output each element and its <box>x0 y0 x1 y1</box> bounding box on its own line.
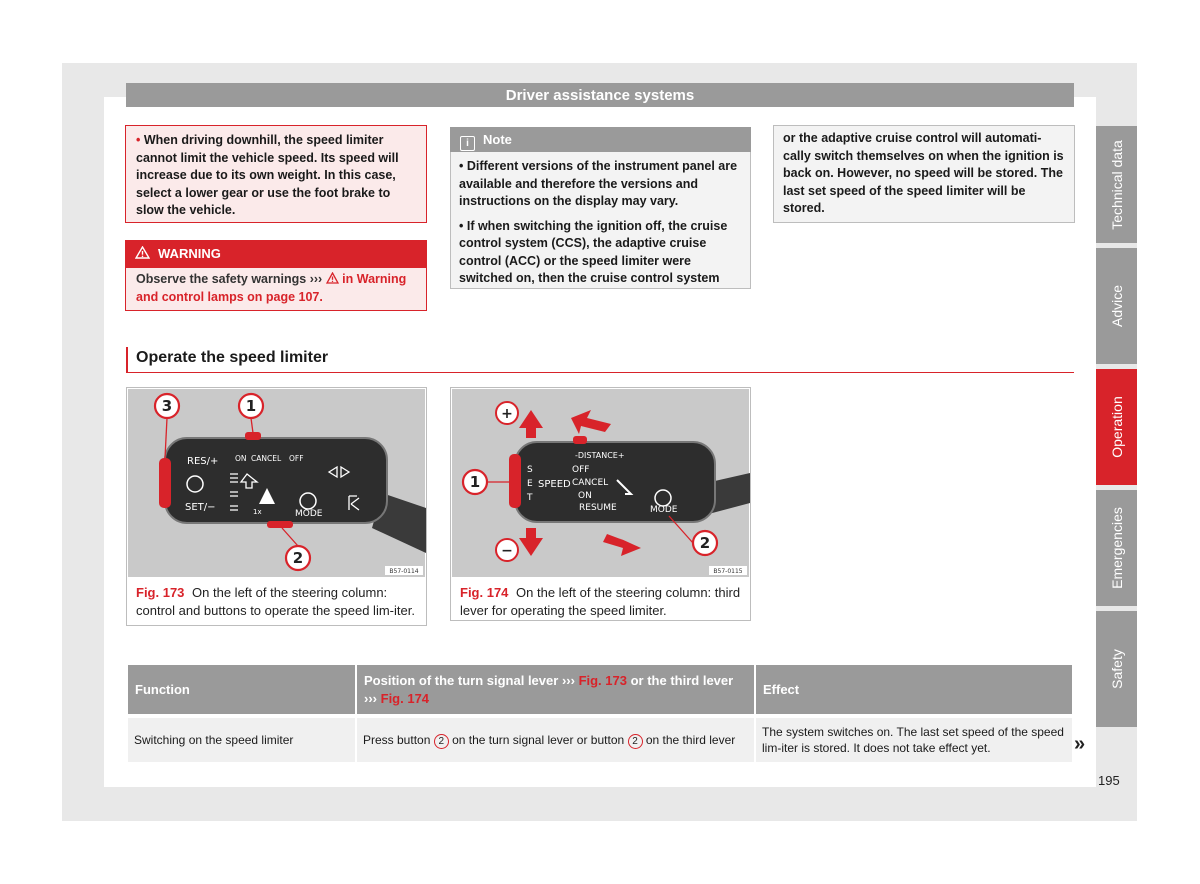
lever-button-1 <box>245 432 261 440</box>
header-arrow: ››› <box>364 690 377 706</box>
figure-caption <box>127 578 426 625</box>
caution-text: When driving downhill, the speed limiter cannot limit the vehicle speed. Its speed will increase due to its own weight. In this case, select a lower gear or use the foot brake to slow the vehicle. <box>136 133 399 217</box>
lever-button-3 <box>159 458 171 508</box>
label-t: T <box>527 493 533 503</box>
tab-label: Safety <box>1108 649 1125 689</box>
image-code: B57-0115 <box>713 568 743 575</box>
figure-caption-text: On the left of the steering column: third lever for operating the speed limiter. <box>460 585 741 618</box>
figure-caption <box>451 578 750 625</box>
plus-label: + <box>501 406 513 422</box>
warning-link[interactable]: in Warning and control lamps on page 107. <box>136 272 407 304</box>
label-on: ON <box>578 491 592 501</box>
note-body <box>450 152 751 289</box>
warning-header <box>125 240 427 268</box>
label-set: SET/− <box>185 502 216 513</box>
column-header-effect: Effect <box>756 665 1072 714</box>
label-off: OFF <box>572 465 590 475</box>
figure-173-illustration <box>127 388 426 578</box>
link-arrow: ››› <box>309 272 323 286</box>
tab-safety[interactable] <box>1096 611 1137 727</box>
tab-technical-data[interactable] <box>1096 126 1137 243</box>
callout-2-label: 2 <box>292 549 304 567</box>
button-number-badge: 2 <box>434 734 449 749</box>
label-resume: RESUME <box>579 503 617 513</box>
warning-title: WARNING <box>158 246 221 261</box>
note-item: • If when switching the ignition off, the cruise control system (CCS), the adaptive cruise control (ACC) or the speed limiter were switched on, then the cruise control system <box>459 218 728 285</box>
figure-number: Fig. 174 <box>460 585 509 600</box>
label-distance: -DISTANCE+ <box>575 451 625 460</box>
note-continuation <box>773 125 1075 223</box>
figure-caption-text: On the left of the steering column: control and buttons to operate the speed lim-iter. <box>136 585 415 618</box>
cell-text: on the turn signal lever or button <box>452 732 625 747</box>
warning-text: Observe the safety warnings <box>136 272 307 286</box>
cell-position <box>357 718 754 762</box>
tab-emergencies[interactable] <box>1096 490 1137 606</box>
figure-174 <box>450 387 751 621</box>
warning-triangle-icon <box>326 272 339 284</box>
label-cancel: CANCEL <box>251 454 282 463</box>
chapter-header: Driver assistance systems <box>126 83 1074 107</box>
label-speed: SPEED <box>538 479 571 490</box>
tab-advice[interactable] <box>1096 248 1137 364</box>
cell-function: Switching on the speed limiter <box>128 718 355 762</box>
label-off: OFF <box>289 454 304 463</box>
cell-text: on the third lever <box>645 732 736 747</box>
note-header <box>450 127 751 152</box>
label-cancel: CANCEL <box>572 478 609 488</box>
callout-3-label: 3 <box>161 397 173 415</box>
callout-1-label: 1 <box>245 397 257 415</box>
column-header-position <box>357 665 754 714</box>
section-title: Operate the speed limiter <box>126 347 1074 373</box>
label-s: S <box>527 465 533 475</box>
info-icon: i <box>460 136 475 151</box>
note-title: Note <box>483 132 512 147</box>
label-res: RES/+ <box>187 456 219 467</box>
label-on: ON <box>235 454 247 463</box>
lever-button-2 <box>267 521 293 528</box>
cell-effect: The system switches on. The last set speed of the speed lim-iter is stored. It does not take effect yet. <box>756 718 1072 762</box>
header-arrow: ››› <box>561 672 575 688</box>
label-e: E <box>527 479 533 489</box>
function-table <box>126 665 1074 762</box>
callout-1-label: 1 <box>469 473 481 491</box>
header-text: Position of the turn signal lever <box>364 672 559 688</box>
table-row <box>128 718 1072 762</box>
tab-label: Technical data <box>1108 139 1125 230</box>
figure-ref-174[interactable]: Fig. 174 <box>380 690 430 706</box>
note-item: • Different versions of the instrument panel are available and therefore the versions and instructions on the display may vary. <box>459 159 738 208</box>
cell-text: Press button <box>363 732 431 747</box>
callout-2-label: 2 <box>699 534 711 552</box>
caution-bullet: • <box>136 133 141 147</box>
lever-top-button <box>573 436 587 444</box>
continuation-text: or the adaptive cruise control will automati-cally switch themselves on when the ignition is back on. However, no speed will be stored. The last set speed of the speed limiter will be stored. <box>783 131 1064 215</box>
tab-label: Emergencies <box>1108 507 1125 589</box>
image-code: B57-0114 <box>389 568 419 575</box>
figure-174-illustration <box>451 388 750 578</box>
label-mode: MODE <box>650 505 678 515</box>
label-1x: 1x <box>253 508 262 516</box>
figure-number: Fig. 173 <box>136 585 185 600</box>
figure-ref-173[interactable]: Fig. 173 <box>578 672 627 688</box>
warning-body <box>125 268 427 311</box>
lever-button-1 <box>509 454 521 508</box>
tab-label: Operation <box>1108 396 1125 458</box>
tab-operation[interactable] <box>1096 369 1137 485</box>
minus-label: − <box>501 543 513 559</box>
caution-box <box>125 125 427 223</box>
figure-173 <box>126 387 427 626</box>
continue-symbol: » <box>1074 733 1086 755</box>
table-header-row <box>128 665 1072 714</box>
tab-label: Advice <box>1108 284 1125 328</box>
page-number: 195 <box>1098 773 1120 788</box>
header-text: or the third lever <box>630 672 734 688</box>
warning-triangle-icon <box>135 246 150 259</box>
column-header-function: Function <box>128 665 355 714</box>
button-number-badge: 2 <box>628 734 643 749</box>
label-mode: MODE <box>295 509 323 519</box>
